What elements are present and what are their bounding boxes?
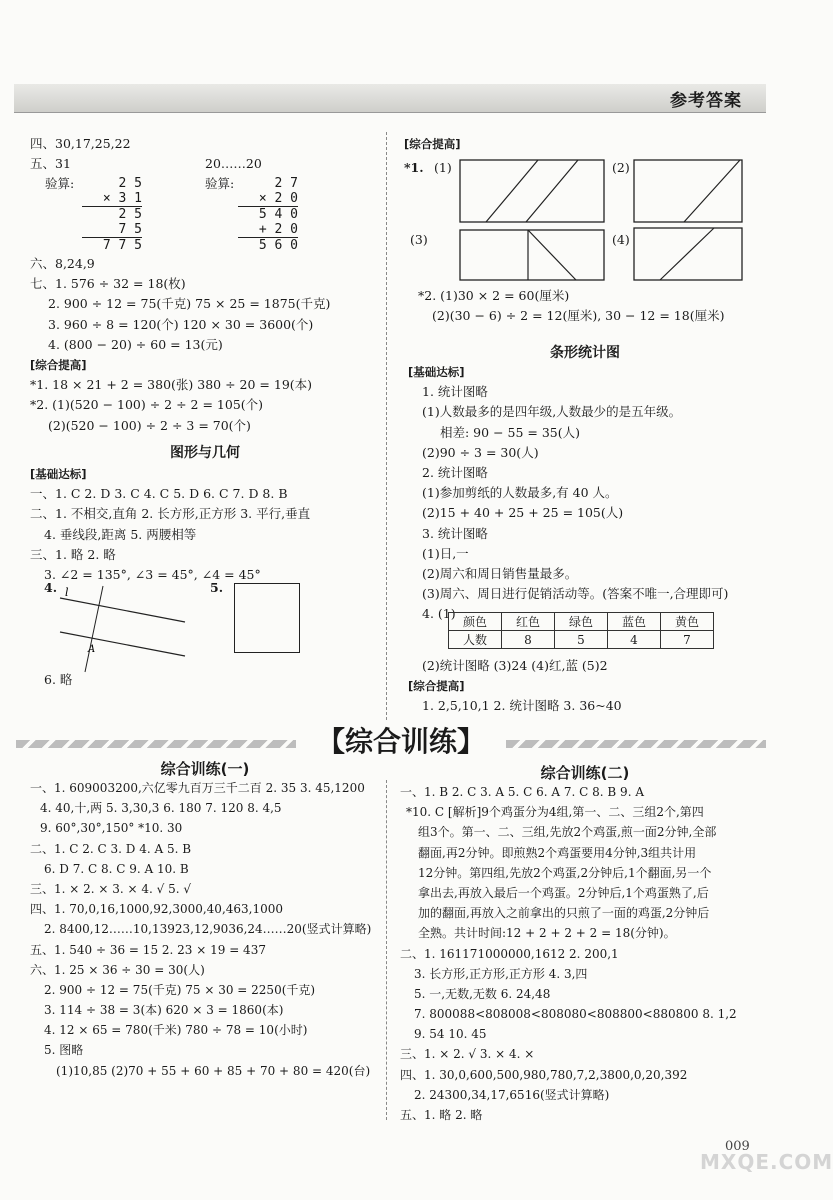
answer-line: 4. (1) <box>422 606 456 622</box>
answer-line: (2)15 + 40 + 25 + 25 = 105(人) <box>422 505 624 521</box>
answer-line: 3. 统计图略 <box>422 525 488 541</box>
answer-line: 六、8,24,9 <box>30 256 95 271</box>
section-tag: [综合提高] <box>30 357 87 372</box>
section-tag: [综合提高] <box>404 137 461 151</box>
answer-line: 4. (800 − 20) ÷ 60 = 13(元) <box>48 336 223 352</box>
color-count-table <box>448 612 714 649</box>
answer-line: 12分钟。第四组,先放2个鸡蛋,2分钟后,1个翻面,另一个 <box>418 865 712 880</box>
answer-line: (1)10,85 (2)70 + 55 + 60 + 85 + 70 + 80 = 420(台) <box>56 1063 371 1078</box>
section-title-train-2: 综合训练(二) <box>540 764 630 782</box>
rectangle-split-3 <box>458 228 608 286</box>
vertical-calc-1 <box>82 176 142 253</box>
table-row <box>449 613 714 631</box>
answer-line: 相差: 90 − 55 = 35(人) <box>440 424 580 440</box>
answer-line: 五、1. 540 ÷ 36 = 15 2. 23 × 19 = 437 <box>30 942 266 957</box>
square-figure <box>234 583 300 653</box>
answer-line: (2)(520 − 100) ÷ 2 ÷ 3 = 70(个) <box>48 417 251 433</box>
table-cell: 绿色 <box>555 613 608 631</box>
answer-line: 6. D 7. C 8. C 9. A 10. B <box>44 861 189 876</box>
watermark: MXQE.COM <box>700 1150 833 1174</box>
table-cell: 颜色 <box>449 613 502 631</box>
table-cell: 红色 <box>502 613 555 631</box>
answer-line: 六、1. 25 × 36 ÷ 30 = 30(人) <box>30 962 205 977</box>
answer-line: 七、1. 576 ÷ 32 = 18(枚) <box>30 276 186 292</box>
answer-line: (2)周六和周日销售量最多。 <box>422 565 578 581</box>
calc-row: 7 7 5 <box>102 238 142 253</box>
table-cell: 7 <box>661 631 714 649</box>
table-row <box>449 631 714 649</box>
rectangle-split-2 <box>632 158 747 228</box>
section-tag: [基础达标] <box>408 365 465 379</box>
answer-line: 3. 114 ÷ 38 = 3(本) 620 × 3 = 1860(本) <box>44 1003 284 1018</box>
figure-label: (4) <box>612 232 630 247</box>
right-top-answers <box>418 286 768 326</box>
answer-line: 4. 12 × 65 = 780(千米) 780 ÷ 78 = 10(小时) <box>44 1023 308 1038</box>
figure-label: (3) <box>410 232 428 247</box>
page-title: 参考答案 <box>670 91 742 111</box>
answer-line: 加的翻面,再放入之前拿出的只煎了一面的鸡蛋,2分钟后 <box>418 906 710 921</box>
answer-line: 2. 900 ÷ 12 = 75(千克) 75 × 25 = 1875(千克) <box>48 296 331 312</box>
answer-line: 4. 40,十,两 5. 3,30,3 6. 180 7. 120 8. 4,5 <box>40 801 282 816</box>
answer-line: 组3个。第一、二、三组,先放2个鸡蛋,煎一面2分钟,全部 <box>418 825 717 840</box>
figure-label: 4. <box>44 580 58 595</box>
answer-line: 1. 统计图略 <box>422 384 488 400</box>
table-cell: 黄色 <box>661 613 714 631</box>
banner-stripe-right <box>506 740 766 748</box>
calc-row: × 3 1 <box>82 191 142 207</box>
answer-line: 三、1. × 2. × 3. × 4. √ 5. √ <box>30 881 192 896</box>
point-label-a: A <box>88 644 96 655</box>
geometry-block <box>30 464 380 585</box>
calc-row: 7 5 <box>82 222 142 238</box>
section-title-train-1: 综合训练(一) <box>160 760 250 778</box>
answer-line: *10. C [解析]9个鸡蛋分为4组,第一、二、三组2个,第四 <box>406 805 704 820</box>
answer-line: 二、1. 不相交,直角 2. 长方形,正方形 3. 平行,垂直 <box>30 506 311 522</box>
answer-line: 3. 960 ÷ 8 = 120(个) 120 × 30 = 3600(个) <box>48 316 314 332</box>
answer-line: (2)90 ÷ 3 = 30(人) <box>422 444 539 460</box>
answer-line: (2)(30 − 6) ÷ 2 = 12(厘米), 30 − 12 = 18(厘米) <box>432 308 725 324</box>
problem-label: *1. <box>404 160 424 175</box>
answer-line: (2)统计图略 (3)24 (4)红,蓝 (5)2 <box>422 658 608 673</box>
answer-line: 二、1. 161171000000,1612 2. 200,1 <box>400 946 619 961</box>
answer-line: 二、1. C 2. C 3. D 4. A 5. B <box>30 841 192 856</box>
calc-row: × 2 0 <box>238 191 298 207</box>
answer-line: (1)参加剪纸的人数最多,有 40 人。 <box>422 485 618 501</box>
answer-line: 翻面,再2分钟。即煎熟2个鸡蛋要用4分钟,3组共计用 <box>418 845 697 860</box>
answer-line: 四、1. 70,0,16,1000,92,3000,40,463,1000 <box>30 902 284 917</box>
answer-line: 2. 900 ÷ 12 = 75(千克) 75 × 30 = 2250(千克) <box>44 982 316 997</box>
bar-stats-tail <box>408 656 768 717</box>
answer-line: 2. 8400,12……10,13923,12,9036,24……20(竖式计算略) <box>44 922 372 937</box>
remainder-text: 20……20 <box>205 156 262 171</box>
section-title-geometry: 图形与几何 <box>170 445 240 461</box>
answer-line: 3. ∠2 = 135°, ∠3 = 45°, ∠4 = 45° <box>44 566 261 582</box>
page-number: 009 <box>725 1139 750 1154</box>
table-cell: 4 <box>608 631 661 649</box>
banner-title: 【综合训练】 <box>316 725 485 758</box>
answer-line: 1. 2,5,10,1 2. 统计图略 3. 36~40 <box>422 698 622 714</box>
table-cell: 蓝色 <box>608 613 661 631</box>
column-divider <box>386 132 387 720</box>
answer-line: *2. (1)(520 − 100) ÷ 2 ÷ 2 = 105(个) <box>30 397 264 413</box>
answer-line: 9. 54 10. 45 <box>414 1027 487 1042</box>
calc-row: + 2 0 <box>238 222 298 238</box>
bar-stats-block <box>408 362 768 624</box>
answer-line: 三、1. × 2. √ 3. × 4. × <box>400 1047 535 1062</box>
answer-line: 9. 60°,30°,150° *10. 30 <box>40 821 183 836</box>
answer-line: (1)日,一 <box>422 545 469 561</box>
answer-line: (3)周六、周日进行促销活动等。(答案不唯一,合理即可) <box>422 586 729 602</box>
answer-line: 4. 垂线段,距离 5. 两腰相等 <box>44 526 197 542</box>
answer-line: 2. 24300,34,17,6516(竖式计算略) <box>414 1087 610 1102</box>
answer-line: 四、30,17,25,22 <box>30 136 131 151</box>
answer-line: 一、1. C 2. D 3. C 4. C 5. D 6. C 7. D 8. B <box>30 486 288 502</box>
answer-line: 3. 长方形,正方形,正方形 4. 3,四 <box>414 966 588 981</box>
calc-row: 2 5 <box>118 207 142 222</box>
figure-label: (2) <box>612 160 630 175</box>
section-title-bar-stats: 条形统计图 <box>550 345 620 361</box>
answer-line: 五、1. 略 2. 略 <box>400 1108 483 1122</box>
table-cell: 人数 <box>449 631 502 649</box>
rectangle-split-4 <box>632 226 747 286</box>
answer-line: *2. (1)30 × 2 = 60(厘米) <box>418 288 570 303</box>
line-label-l: l <box>65 586 69 599</box>
answer-line: 一、1. B 2. C 3. A 5. C 6. A 7. C 8. B 9. A <box>400 785 644 799</box>
calc-row: 5 4 0 <box>258 207 298 222</box>
vertical-calc-2 <box>238 176 298 253</box>
calc-row: 5 6 0 <box>258 238 298 253</box>
table-cell: 5 <box>555 631 608 649</box>
calc-row: 2 5 <box>118 176 142 191</box>
answer-line: 三、1. 略 2. 略 <box>30 546 116 562</box>
train-2-block <box>400 782 770 1125</box>
answer-line: 5. 图略 <box>44 1043 84 1058</box>
answer-line: (1)人数最多的是四年级,人数最少的是五年级。 <box>422 404 682 420</box>
left-top-answers <box>30 254 380 436</box>
answer-line: 6. 略 <box>44 672 73 687</box>
answer-line: 全熟。共计时间:12 + 2 + 2 + 2 = 18(分钟)。 <box>418 926 676 941</box>
calc-row: 2 7 <box>274 176 298 191</box>
answer-line: 2. 统计图略 <box>422 464 488 480</box>
train-1-block <box>30 778 382 1081</box>
banner-stripe-left <box>16 740 296 748</box>
section-tag: [综合提高] <box>408 679 465 694</box>
figure-label: (1) <box>434 160 452 175</box>
table-cell: 8 <box>502 631 555 649</box>
header-bar <box>14 84 766 113</box>
rectangle-split-1 <box>458 158 608 228</box>
answer-line: *1. 18 × 21 + 2 = 380(张) 380 ÷ 20 = 19(本) <box>30 377 313 393</box>
answer-line: 拿出去,再放入最后一个鸡蛋。2分钟后,1个鸡蛋熟了,后 <box>418 885 709 900</box>
column-divider <box>386 780 387 1120</box>
answer-line: 一、1. 609003200,六亿零九百万三千二百 2. 35 3. 45,1200 <box>30 781 365 795</box>
answer-line: 五、31 <box>30 156 71 172</box>
parallel-lines-figure <box>55 582 190 677</box>
answer-line: 5. 一,无数,无数 6. 24,48 <box>414 986 551 1001</box>
check-label: 验算: <box>45 176 75 191</box>
answer-line: 7. 800088<808008<808080<808800<880800 8. 1,2 <box>414 1007 737 1022</box>
section-tag: [基础达标] <box>30 467 87 481</box>
check-label: 验算: <box>205 176 235 191</box>
figure-label: 5. <box>210 580 224 595</box>
answer-line: 四、1. 30,0,600,500,980,780,7,2,3800,0,20,392 <box>400 1067 688 1082</box>
